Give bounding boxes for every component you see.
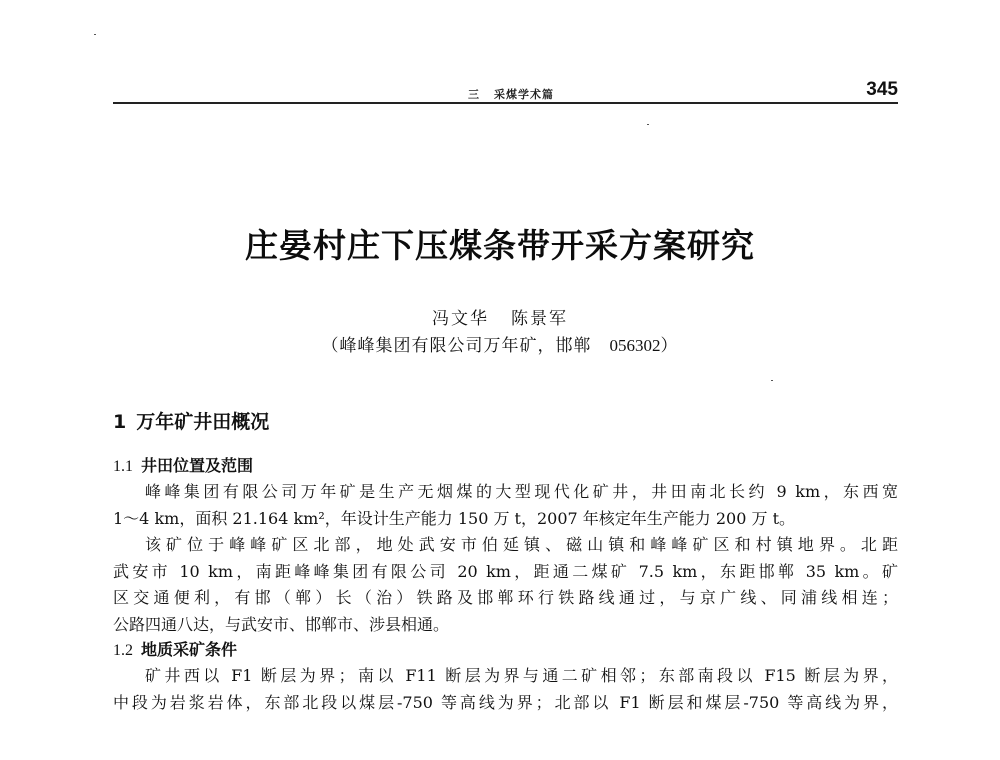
- affiliation-paren-close: ）: [660, 336, 679, 356]
- scan-speck: [771, 380, 773, 381]
- affiliation-zip: 056302: [609, 336, 661, 355]
- affiliation-text: 峰峰集团有限公司万年矿，邯郸: [339, 336, 592, 356]
- affiliation: [0, 331, 1000, 356]
- text-line: 该矿位于峰峰矿区北部，地处武安市伯延镇、磁山镇和峰峰矿区和村镇地界。北距: [145, 535, 898, 554]
- scan-speck: [647, 124, 649, 125]
- article-body: [113, 408, 898, 716]
- page-number: 345: [866, 79, 898, 100]
- scan-speck: [94, 34, 96, 35]
- author-name: 陈景军: [511, 309, 568, 329]
- subsection-title: 井田位置及范围: [141, 456, 254, 475]
- paragraph: [113, 479, 898, 532]
- paper-title: 庄晏村庄下压煤条带开采方案研究: [245, 226, 755, 265]
- subsection-heading: [113, 638, 898, 663]
- subsection-heading: [113, 454, 898, 479]
- text-line: 峰峰集团有限公司万年矿是生产无烟煤的大型现代化矿井，井田南北长约 9 km，东西宽: [145, 482, 898, 501]
- text-line: 区交通便利，有邯（郸）长（治）铁路及邯郸环行铁路线通过，与京广线、同浦线相连；: [113, 588, 898, 607]
- running-header: [113, 78, 898, 104]
- text-line: 中段为岩浆岩体，东部北段以煤层-750 等高线为界；北部以 F1 断层和煤层-750 等高线为界，: [113, 692, 898, 712]
- text-line: 公路四通八达，与武安市、邯郸市、涉县相通。: [113, 614, 450, 634]
- affiliation-paren-open: （: [321, 336, 340, 356]
- text-line: 矿井西以 F1 断层为界；南以 F11 断层为界与通二矿相邻；东部南段以 F15 断层为界，: [145, 666, 898, 685]
- author-name: 冯文华: [432, 309, 489, 329]
- section-number: 1: [113, 411, 127, 433]
- header-section-label: [468, 86, 554, 102]
- header-section-title: 采煤学术篇: [494, 88, 554, 101]
- header-rule: [113, 102, 898, 104]
- text-line: 武安市 10 km，南距峰峰集团有限公司 20 km，距通二煤矿 7.5 km，东距邯郸 35 km。矿: [113, 561, 898, 581]
- section-title: 万年矿井田概况: [136, 411, 270, 433]
- section-heading: [113, 408, 898, 436]
- subsection-title: 地质采矿条件: [141, 640, 238, 659]
- subsection-number: 1.2: [113, 642, 133, 659]
- header-section-number: 三: [468, 88, 480, 101]
- text-line: 1～4 km，面积 21.164 km²，年设计生产能力 150 万 t，2007 年核定年生产能力 200 万 t。: [113, 508, 796, 528]
- subsection-number: 1.1: [113, 458, 133, 475]
- paragraph: [113, 532, 898, 638]
- paragraph: [113, 663, 898, 716]
- author-list: [0, 304, 1000, 329]
